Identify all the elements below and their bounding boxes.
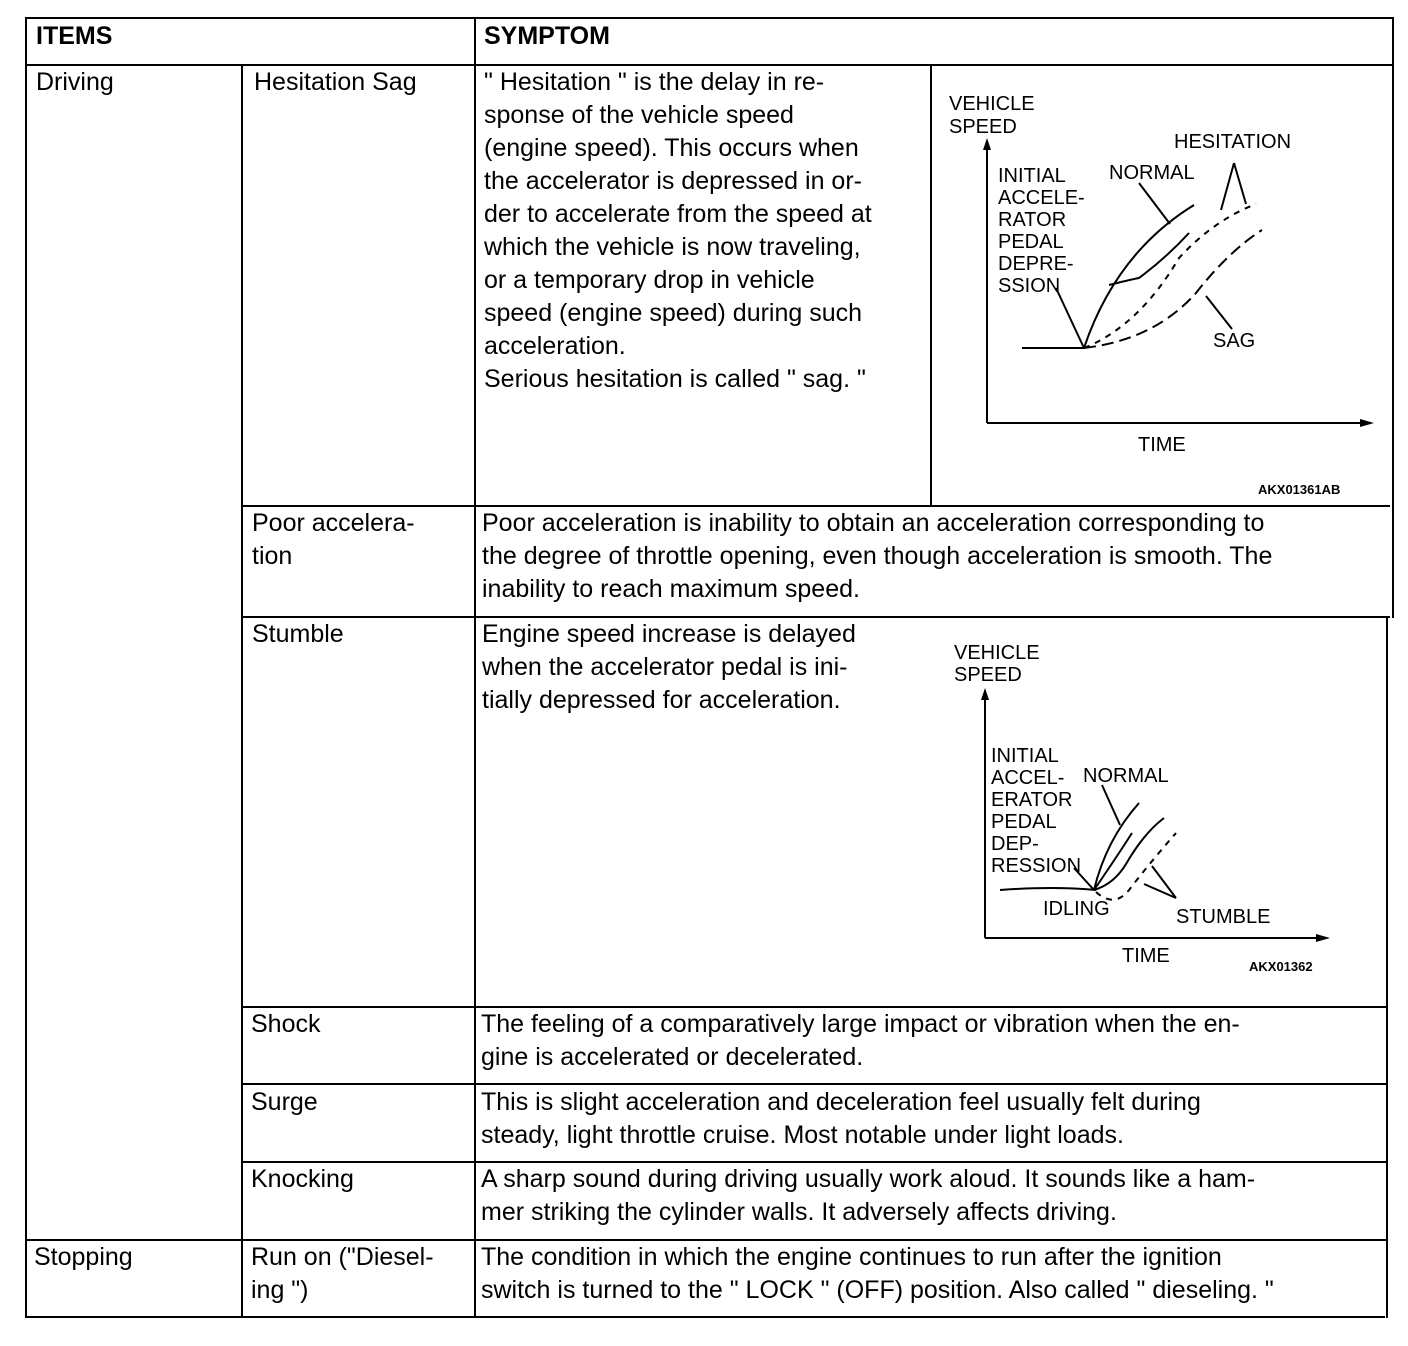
- y-axis-arrowhead: [981, 688, 989, 700]
- y-axis-arrowhead: [983, 138, 991, 150]
- item-symptom-divider: [474, 17, 476, 1318]
- row-border-4: [242, 1083, 1387, 1085]
- sag-label: SAG: [1213, 330, 1256, 352]
- hesitation-sag-diagram: [934, 68, 1388, 502]
- group-driving: Driving: [36, 68, 114, 96]
- initial-leader: [1056, 288, 1084, 348]
- normal-label: NORMAL: [1083, 765, 1169, 787]
- table-left-border: [25, 17, 27, 1318]
- symptom-poor-acceleration: Poor acceleration is inability to obtain an acceleration corresponding to the degree of throttle opening, even though acceleration is smooth. The inability to reach maximum speed.: [482, 509, 1273, 603]
- stumble-diagram: [934, 628, 1384, 1000]
- idle-curve: [1000, 888, 1096, 890]
- table-right-border-top: [1392, 17, 1394, 618]
- initial-label-line-6: RESSION: [991, 855, 1082, 877]
- figure-code: AKX01362: [1249, 959, 1313, 974]
- table-top-border: [25, 17, 1394, 19]
- stumble-curve-2: [1096, 833, 1176, 900]
- hesitation-leader-1: [1221, 163, 1234, 210]
- initial-label-line-6: SSION: [998, 275, 1061, 297]
- item-run-on: Run on ("Diesel- ing "): [251, 1243, 434, 1304]
- hesitation-label: HESITATION: [1174, 131, 1292, 153]
- item-hesitation-sag: Hesitation Sag: [254, 68, 417, 96]
- y-label-line-1: VEHICLE: [954, 642, 1040, 664]
- hesitation-leader-2: [1234, 163, 1246, 204]
- x-label: TIME: [1122, 945, 1170, 967]
- group-stopping: Stopping: [34, 1243, 133, 1271]
- initial-label-line-5: DEPRE-: [998, 253, 1074, 275]
- initial-label-line-1: INITIAL: [991, 745, 1059, 767]
- initial-label-line-3: ERATOR: [991, 789, 1073, 811]
- item-stumble: Stumble: [252, 620, 344, 648]
- y-label-line-2: SPEED: [949, 116, 1017, 138]
- table-right-border-mid: [1386, 616, 1388, 1318]
- item-surge: Surge: [251, 1088, 318, 1116]
- item-knocking: Knocking: [251, 1165, 354, 1193]
- initial-label-line-2: ACCELE-: [998, 187, 1085, 209]
- initial-label-line-5: DEP-: [991, 833, 1039, 855]
- symptom-knocking: A sharp sound during driving usually work aloud. It sounds like a ham- mer striking the cylinder walls. It adversely affects driving.: [481, 1165, 1256, 1226]
- normal-leader: [1102, 785, 1120, 825]
- symptom-run-on: The condition in which the engine continues to run after the ignition switch is turned to the " LOCK " (OFF) position. Also called " dieseling. ": [481, 1243, 1274, 1304]
- idling-label: IDLING: [1043, 898, 1110, 920]
- initial-label-line-4: PEDAL: [991, 811, 1057, 833]
- header-symptom: SYMPTOM: [484, 22, 610, 50]
- sag-leader: [1206, 296, 1232, 329]
- x-label: TIME: [1138, 434, 1186, 456]
- item-shock: Shock: [251, 1010, 321, 1038]
- y-label-line-1: VEHICLE: [949, 93, 1035, 115]
- initial-label-line-2: ACCEL-: [991, 767, 1065, 789]
- symptom-shock: The feeling of a comparatively large impact or vibration when the en- gine is accelerated or decelerated.: [481, 1010, 1240, 1071]
- stumble-label: STUMBLE: [1176, 906, 1271, 928]
- initial-label-line-4: PEDAL: [998, 231, 1064, 253]
- group-item-divider: [241, 64, 243, 1318]
- normal-leader: [1139, 183, 1170, 224]
- symptom-hesitation-sag: " Hesitation " is the delay in re- sponse of the vehicle speed (engine speed). This occurs when the accelerator is depressed in or- der to accelerate from the speed at which the vehicle is now traveling, or a temporary drop in vehicle speed (engine speed) during such acceleration. Serious hesitation is called " sag. ": [484, 68, 872, 393]
- normal-curve: [1084, 205, 1194, 348]
- symptom-surge: This is slight acceleration and deceleration feel usually felt during steady, light throttle cruise. Most notable under light loads.: [481, 1088, 1201, 1149]
- symptom-stumble: Engine speed increase is delayed when the accelerator pedal is ini- tially depressed for acceleration.: [482, 620, 856, 714]
- normal-label: NORMAL: [1109, 162, 1195, 184]
- initial-label-line-3: RATOR: [998, 209, 1067, 231]
- table-bottom-border: [25, 1316, 1385, 1318]
- item-poor-acceleration: Poor accelera- tion: [252, 509, 415, 570]
- initial-label-line-1: INITIAL: [998, 165, 1066, 187]
- figure-code: AKX01361AB: [1258, 482, 1341, 497]
- header-items: ITEMS: [36, 22, 113, 50]
- stumble-curve-1: [1094, 818, 1164, 890]
- x-axis-arrowhead: [1360, 419, 1374, 427]
- symptom-diagram-divider: [930, 64, 932, 507]
- x-axis-arrowhead: [1316, 934, 1330, 942]
- y-label-line-2: SPEED: [954, 664, 1022, 686]
